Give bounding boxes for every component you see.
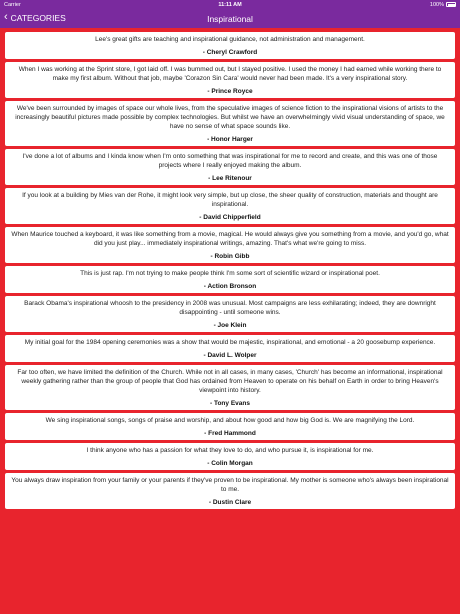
quote-author: - Fred Hammond (204, 430, 256, 437)
quote-card[interactable] (5, 296, 455, 332)
battery-indicator (430, 2, 456, 8)
quote-author: - Dustin Clare (208, 499, 252, 506)
quote-text: When I was working at the Sprint store, I got laid off. I was bummed out, but I stayed positive. I used the money I had earned while working there to make my first album. Without that job, maybe 'Corazon Sin Cara' would never had been made. It's a very inspirational story. (18, 66, 442, 82)
chevron-left-icon: ‹ (4, 11, 8, 23)
quote-author: - Lee Ritenour (208, 175, 252, 182)
quote-card[interactable] (5, 473, 455, 509)
quote-author: - David Chipperfield (199, 214, 261, 221)
quote-text: I've done a lot of albums and I kinda know when I'm onto something that was inspirational for me to record and create, and this was one of those projects where I really enjoyed making the album. (22, 153, 438, 169)
quote-author: - Joe Klein (213, 322, 247, 329)
quote-card[interactable] (5, 335, 455, 362)
quote-text: Lee's great gifts are teaching and inspirational guidance, not administration and management. (95, 36, 365, 43)
quote-text: When Maurice touched a keyboard, it was like something from a movie, magical. He would always give you something from a movie, and you'd go, what did you just play... immediately inspirational writings, amazing. That's what we're going to miss. (11, 231, 449, 247)
quote-card[interactable] (5, 266, 455, 293)
quote-card[interactable] (5, 101, 455, 146)
quote-card[interactable] (5, 413, 455, 440)
quote-author: - Robin Gibb (210, 253, 250, 260)
quote-author: - Tony Evans (210, 400, 250, 407)
quote-text: We sing inspirational songs, songs of praise and worship, and about how good and how big God is. We are magnifying the Lord. (45, 417, 415, 424)
quote-text: This is just rap. I'm not trying to make people think I'm some sort of scientific wizard or inspirational poet. (80, 270, 380, 277)
quote-author: - Colin Morgan (207, 460, 253, 467)
back-label: CATEGORIES (10, 12, 66, 23)
status-bar (0, 0, 460, 9)
quote-text: We've been surrounded by images of space our whole lives, from the speculative images of science fiction to the inspirational visions of artists to the increasingly beautiful pictures made possible by complex technologies. But whilst we have an overwhelmingly vivid visual understanding of space, we have no sense of what space sounds like. (15, 105, 445, 130)
quote-author: - Honor Harger (207, 136, 253, 143)
quote-author: - Prince Royce (207, 88, 253, 95)
quote-text: I think anyone who has a passion for what they love to do, and who pursue it, is inspirational for me. (86, 447, 374, 454)
quote-card[interactable] (5, 188, 455, 224)
clock: 11:11 AM (218, 1, 242, 8)
quote-text: Far too often, we have limited the definition of the Church. While not in all cases, in many cases, 'Church' has become an informational, inspirational weekly gathering rather than the group of people that God has ordained from Heaven to operate on his behalf on Earth in order to bring Heaven's viewpoint into history. (17, 369, 443, 394)
quote-card[interactable] (5, 149, 455, 185)
battery-icon (446, 2, 456, 7)
page-title: Inspirational (207, 13, 253, 24)
quote-author: - Action Bronson (203, 283, 257, 290)
quote-card[interactable] (5, 227, 455, 263)
quote-list[interactable] (0, 30, 460, 614)
quote-author: - Cheryl Crawford (202, 49, 258, 56)
carrier-label: Carrier (4, 1, 21, 8)
quote-card[interactable] (5, 443, 455, 470)
battery-percent: 100% (429, 1, 444, 8)
quote-text: You always draw inspiration from your family or your parents if they've proven to be inspirational. My mother is someone who's always been inspirational to me. (11, 477, 449, 493)
quote-text: Barack Obama's inspirational whoosh to the presidency in 2008 was unusual. Most campaigns are less exhilarating; indeed, they are downright disappointing - until someone wins. (24, 300, 436, 316)
quote-card[interactable] (5, 62, 455, 98)
navigation-bar (0, 9, 460, 28)
quote-card[interactable] (5, 365, 455, 410)
quote-text: If you look at a building by Mies van der Rohe, it might look very simple, but up close, the sheer quality of construction, materials and thought are inspirational. (22, 192, 438, 208)
quote-text: My initial goal for the 1984 opening ceremonies was a show that would be majestic, inspirational, and emotional - a 20 goosebump experience. (24, 339, 436, 346)
quote-card[interactable] (5, 32, 455, 59)
quote-author: - David L. Wolper (203, 352, 257, 359)
